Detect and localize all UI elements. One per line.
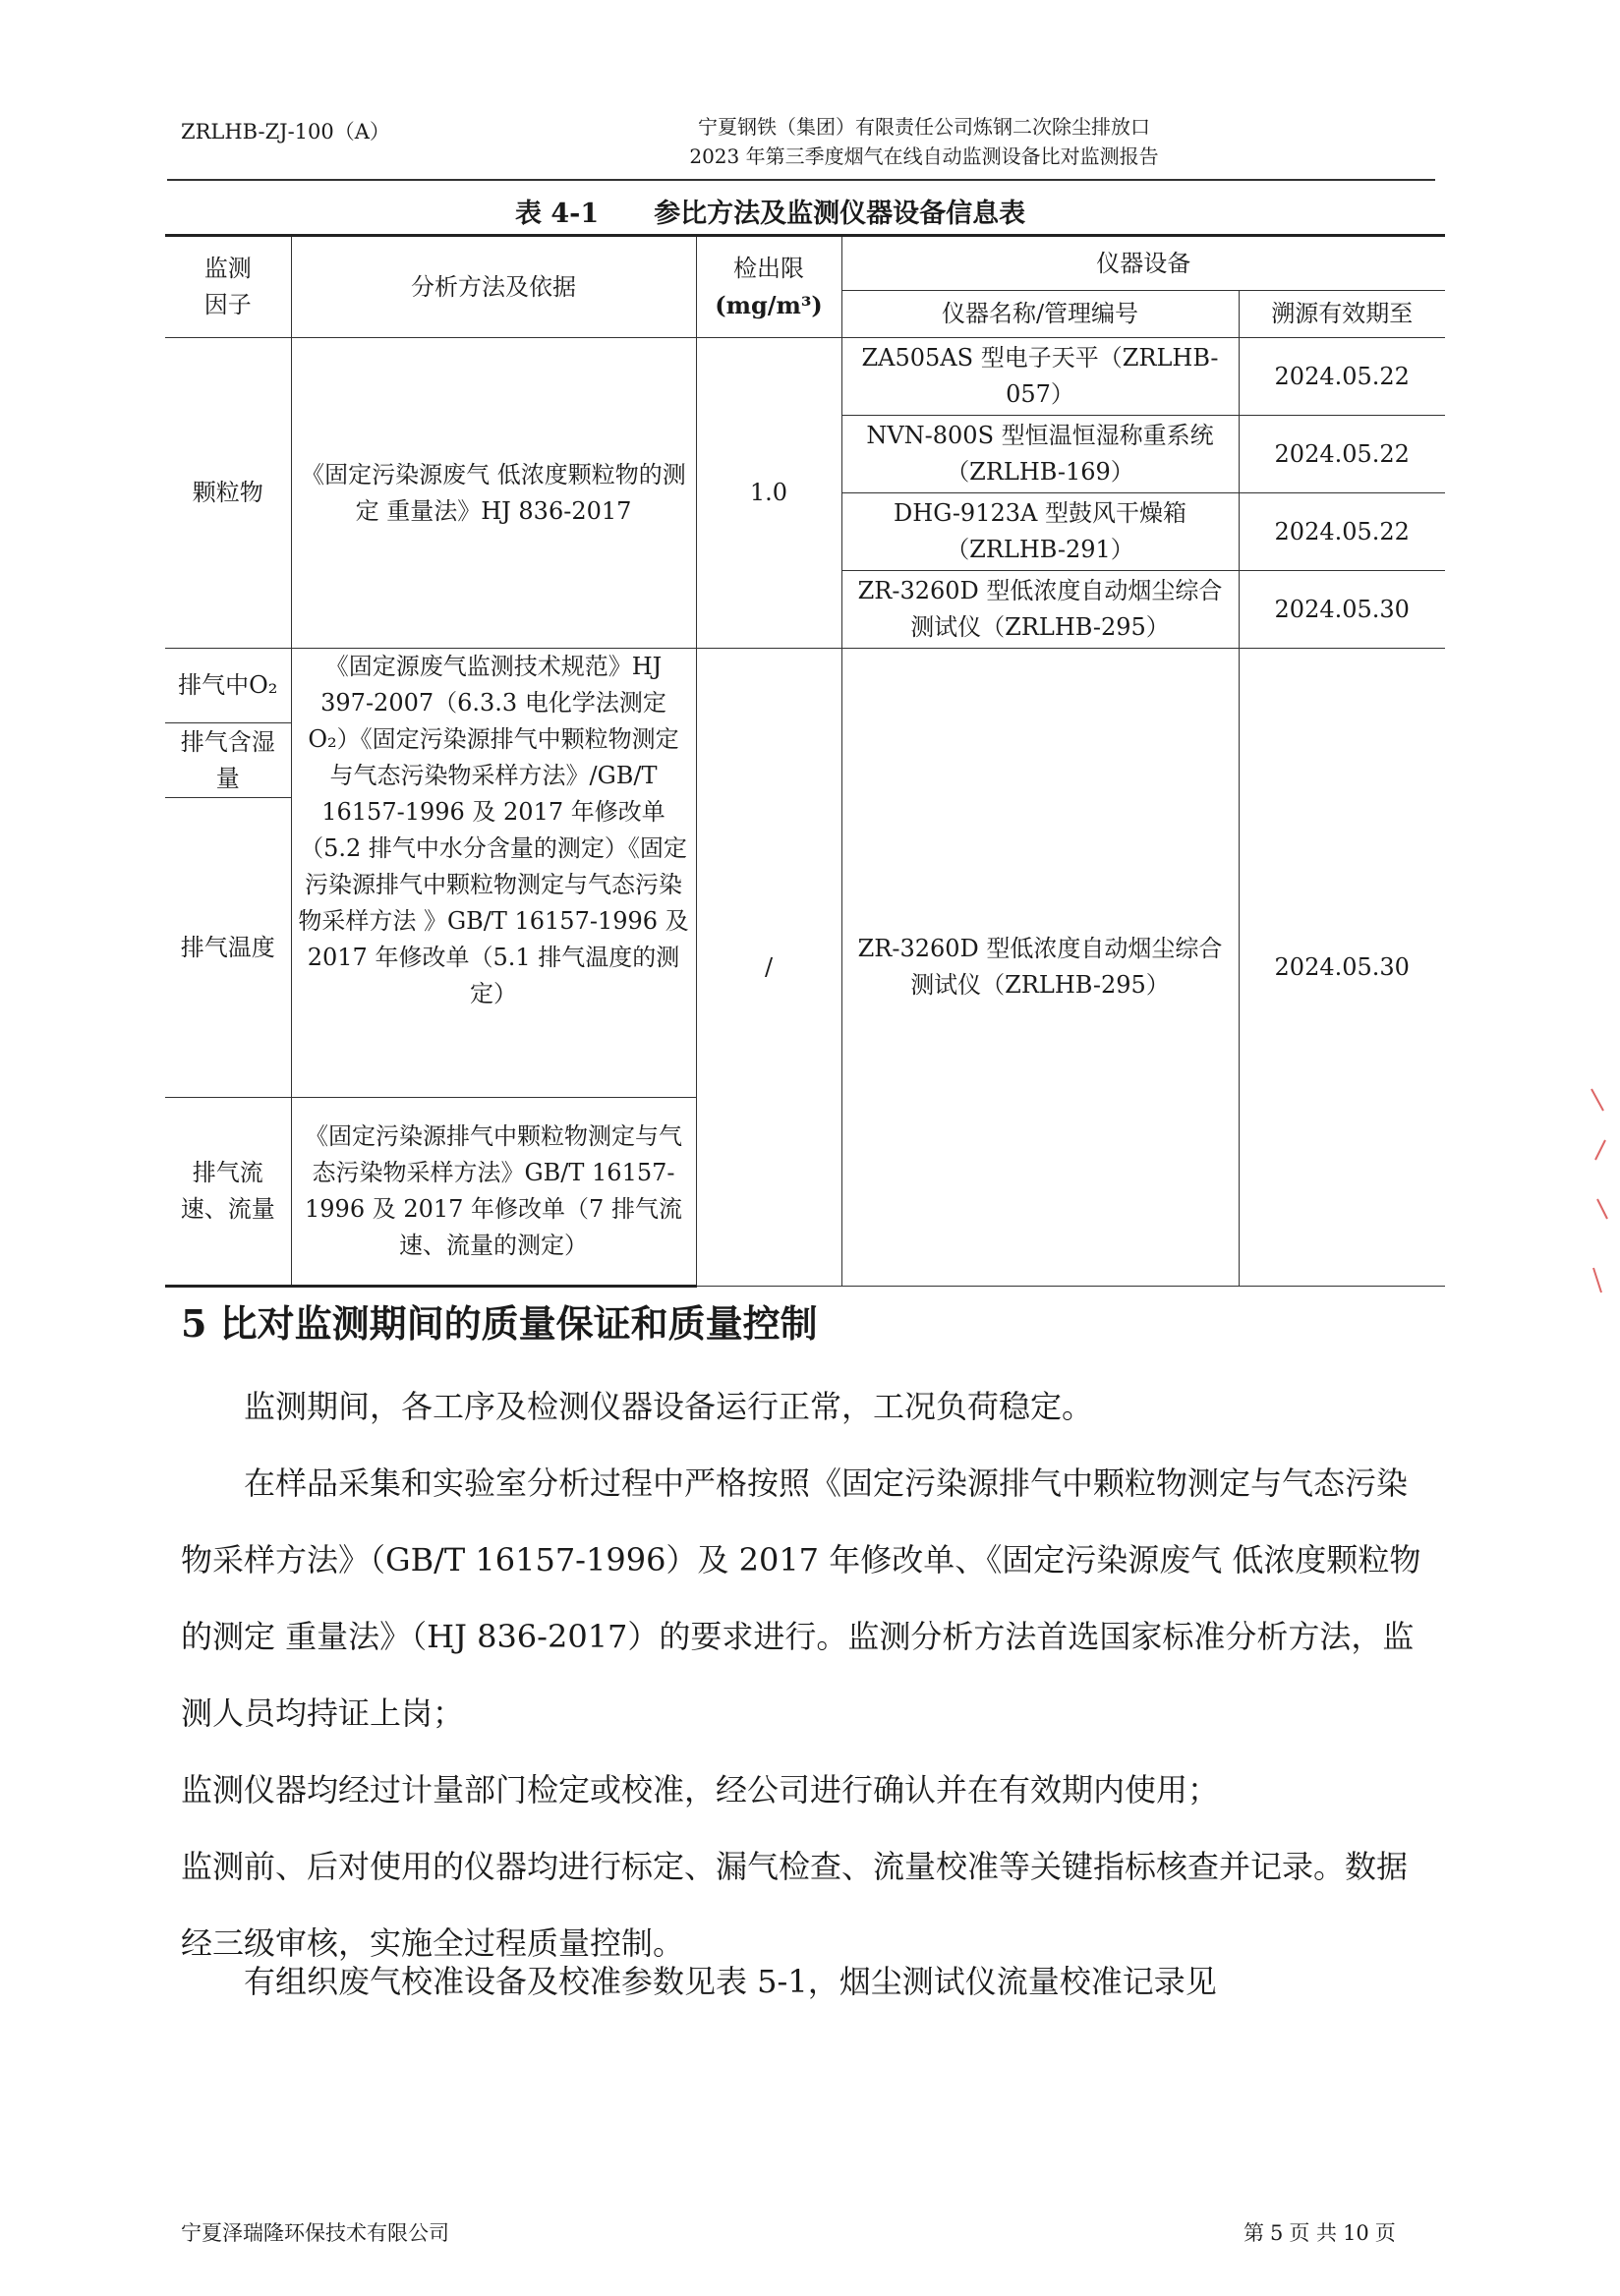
instrument-valid-until: 2024.05.30 xyxy=(1239,571,1445,649)
page-number xyxy=(1241,2217,1399,2247)
red-seal-edge-mark xyxy=(1588,1081,1611,1307)
method-flow: 《固定污染源排气中颗粒物测定与气态污染物采样方法》GB/T 16157-1996 及 2017 年修改单（7 排气流速、流量的测定） xyxy=(291,1098,696,1287)
instrument-name: ZR-3260D 型低浓度自动烟尘综合测试仪（ZRLHB-295） xyxy=(841,571,1239,649)
report-header-title xyxy=(550,112,1298,171)
paragraph: 在样品采集和实验室分析过程中严格按照《固定污染源排气中颗粒物测定与气态污染物采样方法》（GB/T 16157-1996）及 2017 年修改单、《固定污染源废气 低浓度颗粒物的测定 重量法》（HJ 836-2017）的要求进行。监测分析方法首选国家标准分析方法，监测人员均持证上岗； xyxy=(181,1464,1421,1732)
table-caption xyxy=(515,192,1025,230)
limit-particulate: 1.0 xyxy=(696,338,841,649)
paragraph: 有组织废气校准设备及校准参数见表 5-1，烟尘测试仪流量校准记录见 xyxy=(244,1963,1217,2000)
table-row xyxy=(165,338,1445,416)
page-prefix: 第 xyxy=(1244,2221,1264,2245)
section-title: 5 比对监测期间的质量保证和质量控制 xyxy=(181,1301,818,1346)
instrument-name: DHG-9123A 型鼓风干燥箱（ZRLHB-291） xyxy=(841,493,1239,571)
factor-o2: 排气中O₂ xyxy=(165,649,291,723)
paragraph: 监测前、后对使用的仪器均进行标定、漏气检查、流量校准等关键指标核查并记录。数据经三级审核，实施全过程质量控制。 xyxy=(181,1848,1409,1962)
report-title-line1: 宁夏钢铁（集团）有限责任公司炼钢二次除尘排放口 xyxy=(698,115,1150,139)
table-header-row xyxy=(165,236,1445,291)
instrument-name: ZA505AS 型电子天平（ZRLHB-057） xyxy=(841,338,1239,416)
method-instrument-table xyxy=(165,234,1445,1288)
paragraph: 监测仪器均经过计量部门检定或校准，经公司进行确认并在有效期内使用； xyxy=(181,1771,1220,1808)
instrument-valid-until: 2024.05.22 xyxy=(1239,338,1445,416)
factor-particulate: 颗粒物 xyxy=(165,338,291,649)
instrument-valid-until: 2024.05.22 xyxy=(1239,493,1445,571)
instrument-valid-until: 2024.05.22 xyxy=(1239,416,1445,493)
method-gas: 《固定源废气监测技术规范》HJ 397-2007（6.3.3 电化学法测定 O₂）《固定污染源排气中颗粒物测定与气态污染物采样方法》/GB/T 16157-1996 及 2017 年修改单（5.2 排气中水分含量的测定）《固定污染源排气中颗粒物测定与气态污染物采样方法 》GB/T 16157-1996 及 2017 年修改单（5.1 排气温度的测定） xyxy=(291,649,696,1098)
header-factor: 监测 因子 xyxy=(165,236,291,338)
method-particulate: 《固定污染源废气 低浓度颗粒物的测定 重量法》HJ 836-2017 xyxy=(291,338,696,649)
table-row xyxy=(165,649,1445,723)
paragraph: 监测期间，各工序及检测仪器设备运行正常，工况负荷稳定。 xyxy=(244,1388,1094,1425)
footer-company: 宁夏泽瑞隆环保技术有限公司 xyxy=(181,2221,449,2245)
table-title: 参比方法及监测仪器设备信息表 xyxy=(654,199,1026,229)
page-total: 10 xyxy=(1343,2221,1369,2245)
header-traceability: 溯源有效期至 xyxy=(1239,291,1445,338)
page-current: 5 xyxy=(1270,2221,1284,2245)
header-divider xyxy=(167,179,1435,181)
header-instrument-name: 仪器名称/管理编号 xyxy=(841,291,1239,338)
document-code: ZRLHB-ZJ-100（A） xyxy=(181,120,390,144)
instrument-name: NVN-800S 型恒温恒湿称重系统（ZRLHB-169） xyxy=(841,416,1239,493)
instrument-gas-valid-until: 2024.05.30 xyxy=(1239,649,1445,1287)
instrument-gas: ZR-3260D 型低浓度自动烟尘综合测试仪（ZRLHB-295） xyxy=(841,649,1239,1287)
factor-flow: 排气流速、流量 xyxy=(165,1098,291,1287)
limit-gas: / xyxy=(696,649,841,1287)
page-mid: 页 共 xyxy=(1289,2221,1338,2245)
table-number: 表 4-1 xyxy=(515,199,600,229)
page-suffix: 页 xyxy=(1374,2221,1396,2245)
header-equipment: 仪器设备 xyxy=(841,236,1445,291)
factor-moisture: 排气含湿量 xyxy=(165,723,291,798)
header-method: 分析方法及依据 xyxy=(291,236,696,338)
factor-temperature: 排气温度 xyxy=(165,798,291,1098)
header-limit-unit: (mg/m³) xyxy=(715,291,823,319)
header-limit xyxy=(696,236,841,338)
report-title-line2: 2023 年第三季度烟气在线自动监测设备比对监测报告 xyxy=(689,144,1159,168)
header-limit-label: 检出限 xyxy=(733,255,804,282)
